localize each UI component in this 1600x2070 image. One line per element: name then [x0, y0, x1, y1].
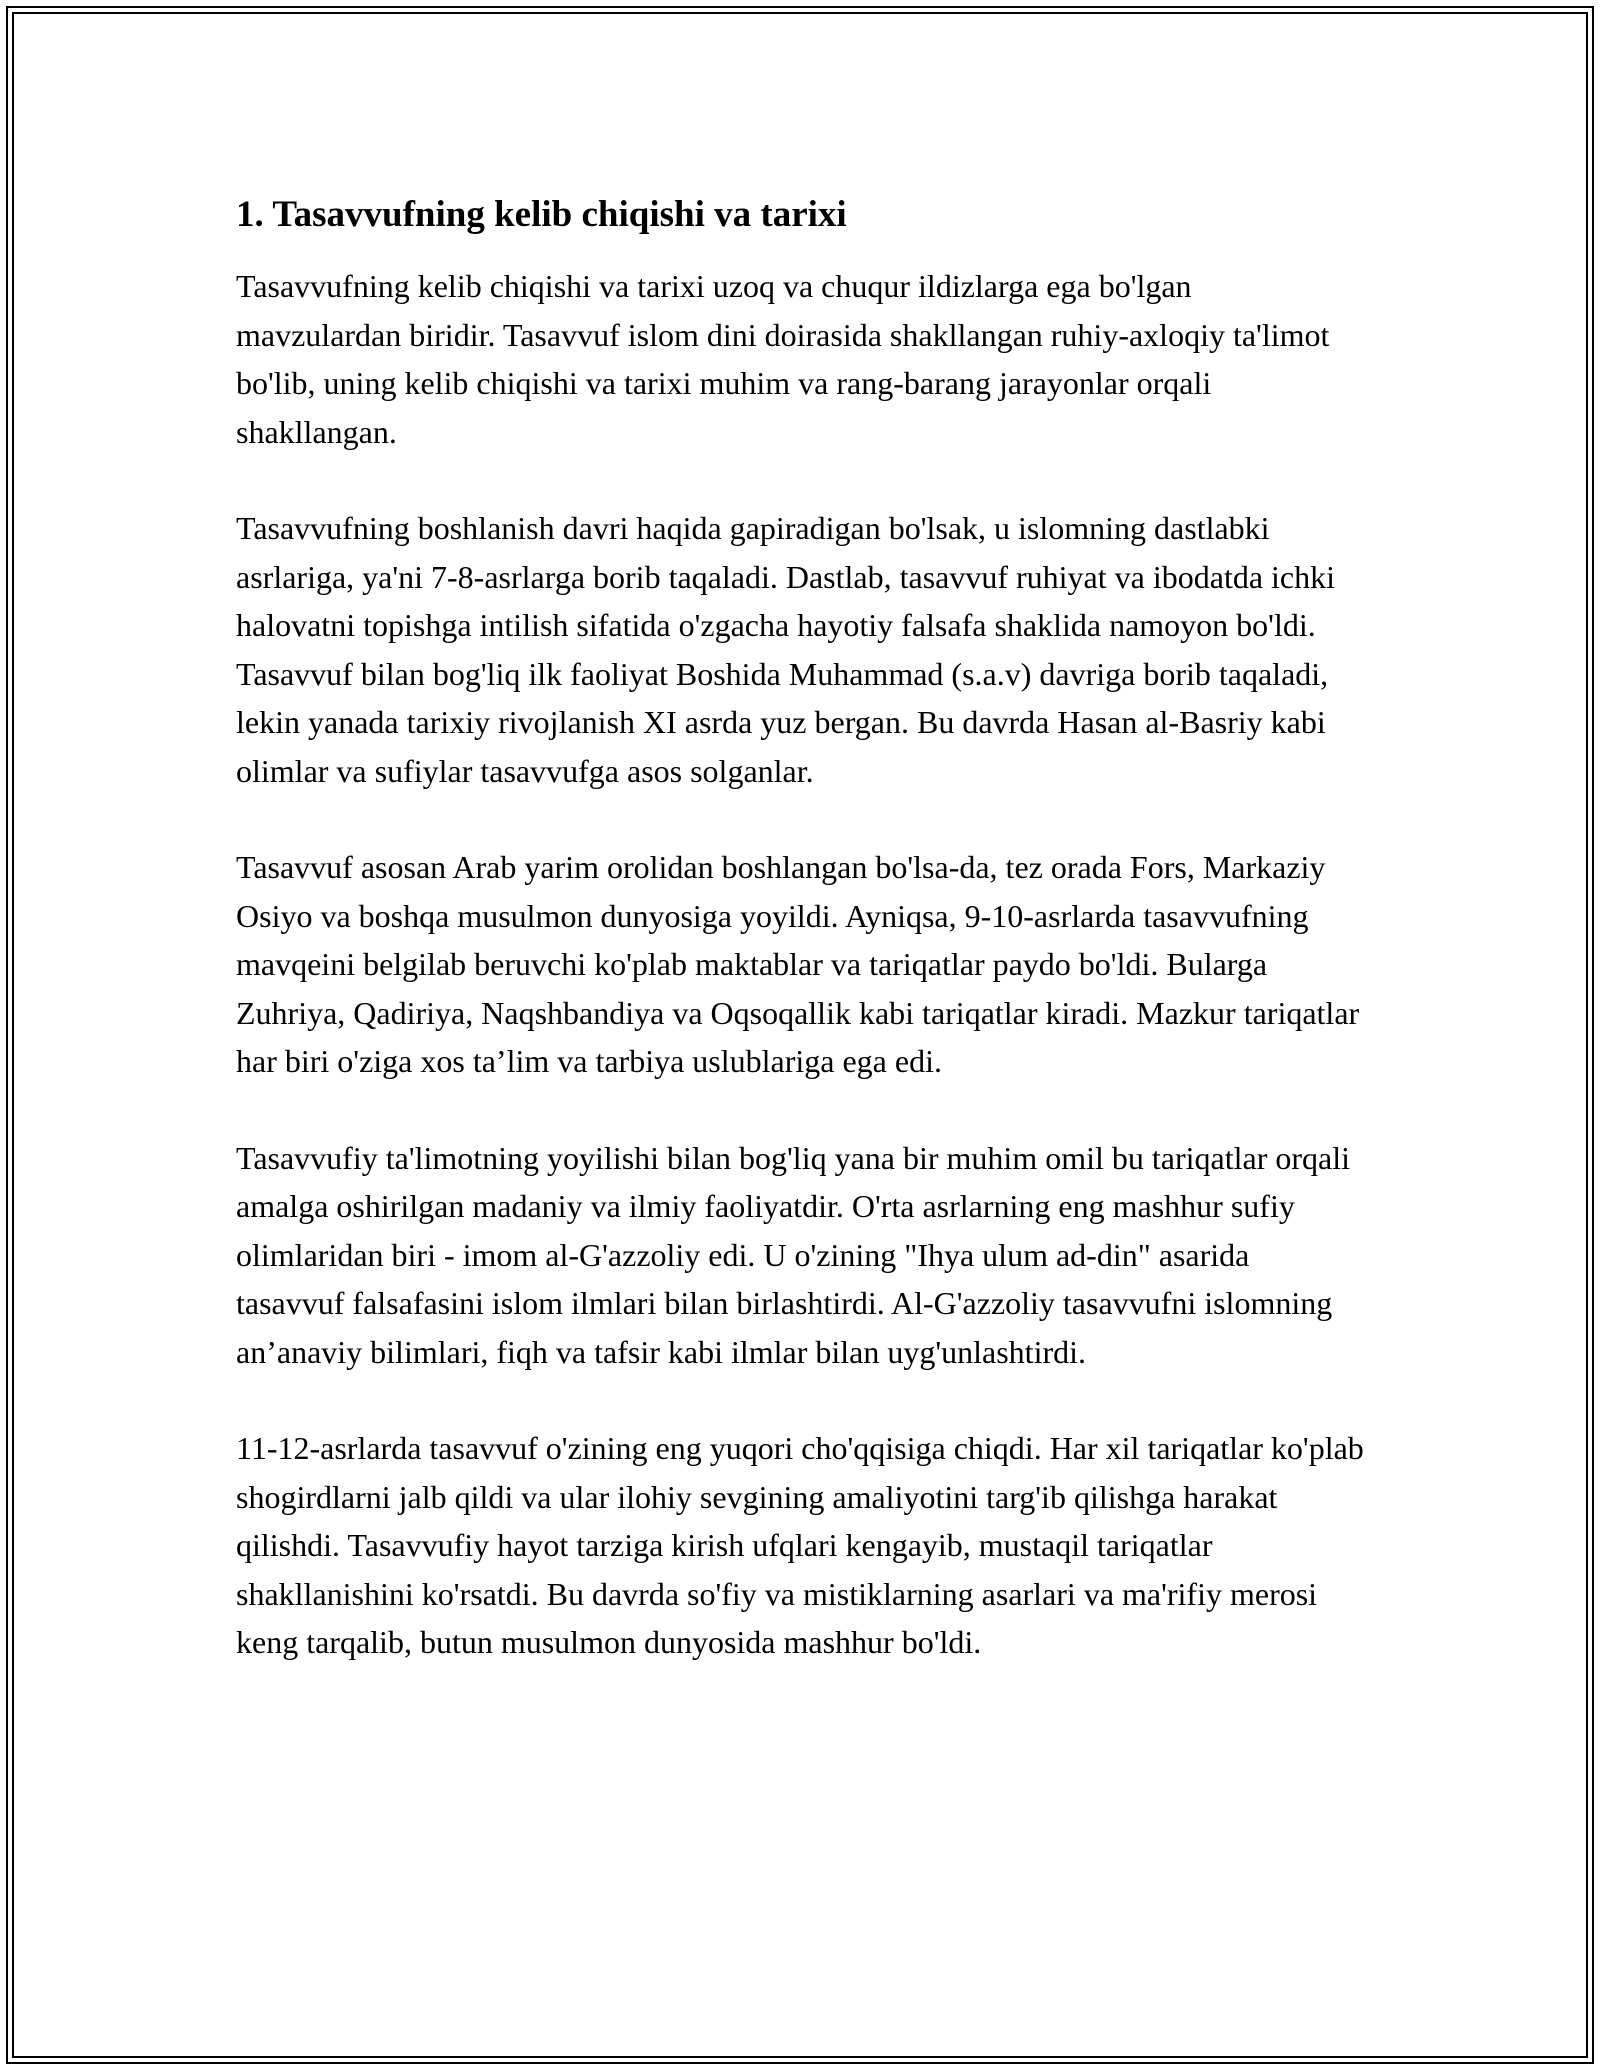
paragraph-3: Tasavvuf asosan Arab yarim orolidan boshlangan bo'lsa-da, tez orada Fors, Markaziy Osiyo va boshqa musulmon dunyosiga yoyildi. Ayniqsa, 9-10-asrlarda tasavvufning mavqeini belgilab beruvchi ko'plab maktablar va tariqatlar paydo bo'ldi. Bularga Zuhriya, Qadiriya, Naqshbandiya va Oqsoqallik kabi tariqatlar kiradi. Mazkur tariqatlar har biri o'ziga xos ta’lim va tarbiya uslublariga ega edi. — [236, 849, 1360, 1079]
paragraph-1: Tasavvufning kelib chiqishi va tarixi uzoq va chuqur ildizlarga ega bo'lgan mavzulardan biridir. Tasavvuf islom dini doirasida shakllangan ruhiy-axloqiy ta'limot bo'lib, uning kelib chiqishi va tarixi muhim va rang-barang jarayonlar orqali shakllangan. — [236, 268, 1330, 450]
document-body — [236, 186, 1364, 1715]
paragraph-5: 11-12-asrlarda tasavvuf o'zining eng yuqori cho'qqisiga chiqdi. Har xil tariqatlar ko'plab shogirdlarni jalb qildi va ular ilohiy sevgining amaliyotini targ'ib qilishga harakat qilishdi. Tasavvufiy hayot tarziga kirish ufqlari kengayib, mustaqil tariqatlar shakllanishini ko'rsatdi. Bu davrda so'fiy va mistiklarning asarlari va ma'rifiy merosi keng tarqalib, butun musulmon dunyosida mashhur bo'ldi. — [236, 1430, 1364, 1660]
section-heading: 1. Tasavvufning kelib chiqishi va tarixi — [236, 194, 847, 235]
paragraph-4: Tasavvufiy ta'limotning yoyilishi bilan bog'liq yana bir muhim omil bu tariqatlar orqali amalga oshirilgan madaniy va ilmiy faoliyatdir. O'rta asrlarning eng mashhur sufiy olimlaridan biri - imom al-G'azzoliy edi. U o'zining "Ihya ulum ad-din" asarida tasavvuf falsafasini islom ilmlari bilan birlashtirdi. Al-G'azzoliy tasavvufni islomning an’anaviy bilimlari, fiqh va tafsir kabi ilmlar bilan uyg'unlashtirdi. — [236, 1139, 1350, 1370]
paragraph-2: Tasavvufning boshlanish davri haqida gapiradigan bo'lsak, u islomning dastlabki asrlariga, ya'ni 7-8-asrlarga borib taqaladi. Dastlab, tasavvuf ruhiyat va ibodatda ichki halovatni topishga intilish sifatida o'zgacha hayotiy falsafa shaklida namoyon bo'ldi. Tasavvuf bilan bog'liq ilk faoliyat Boshida Muhammad (s.a.v) davriga borib taqaladi, lekin yanada tarixiy rivojlanish XI asrda yuz bergan. Bu davrda Hasan al-Basriy kabi olimlar va sufiylar tasavvufga asos solganlar. — [236, 510, 1336, 789]
